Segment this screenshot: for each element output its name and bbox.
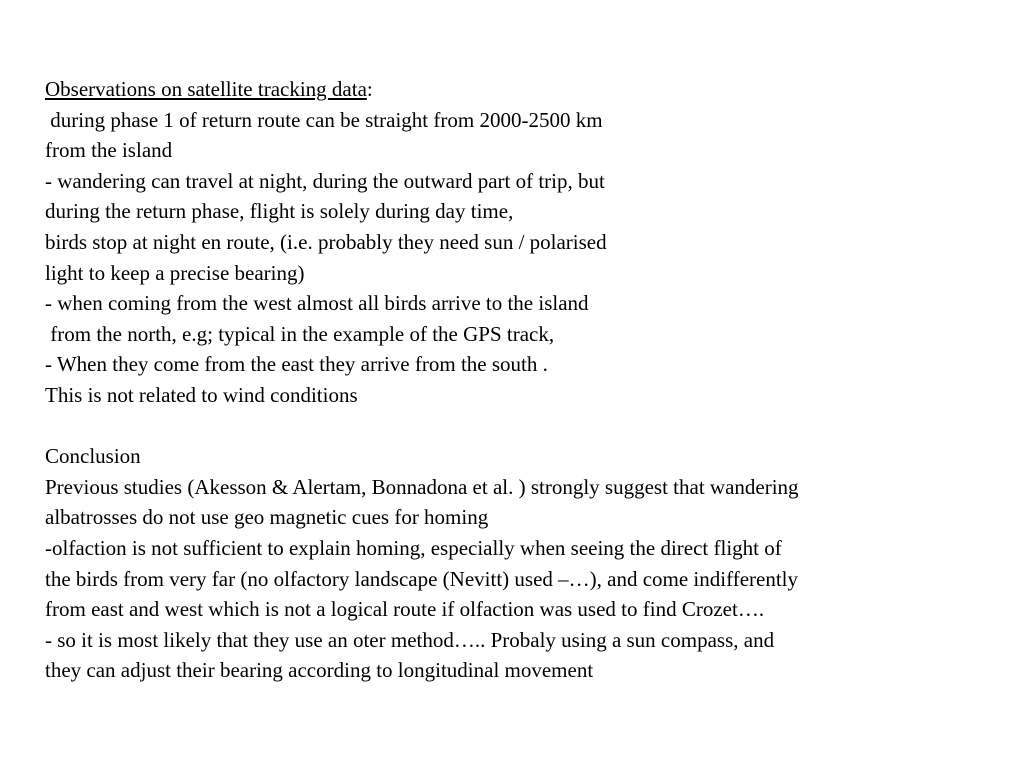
observation-line: during the return phase, flight is solely during day time, bbox=[45, 199, 514, 224]
conclusion-heading: Conclusion bbox=[45, 444, 141, 469]
observation-line: - when coming from the west almost all birds arrive to the island bbox=[45, 291, 589, 316]
observation-line: birds stop at night en route, (i.e. probably they need sun / polarised bbox=[45, 229, 607, 254]
observation-line: from the island bbox=[45, 138, 173, 163]
conclusion-line: from east and west which is not a logical route if olfaction was used to find Crozet…. bbox=[45, 597, 765, 622]
observations-heading-line bbox=[45, 74, 1005, 105]
observation-line: - When they come from the east they arrive from the south . bbox=[45, 352, 548, 377]
conclusion-line: albatrosses do not use geo magnetic cues for homing bbox=[45, 505, 489, 530]
conclusion-line: they can adjust their bearing according to longitudinal movement bbox=[45, 658, 594, 683]
observations-heading: Observations on satellite tracking data bbox=[45, 77, 367, 101]
observation-line: during phase 1 of return route can be straight from 2000-2500 km bbox=[45, 107, 603, 132]
observation-line: - wandering can travel at night, during the outward part of trip, but bbox=[45, 168, 605, 193]
observation-line: from the north, e.g; typical in the example of the GPS track, bbox=[45, 321, 555, 346]
slide-text bbox=[45, 74, 1005, 686]
conclusion-line: the birds from very far (no olfactory landscape (Nevitt) used –…), and come indifferently bbox=[45, 566, 799, 591]
observation-line: light to keep a precise bearing) bbox=[45, 260, 305, 285]
blank-spacer bbox=[45, 411, 1005, 442]
conclusion-line: - so it is most likely that they use an oter method….. Probaly using a sun compass, and bbox=[45, 627, 775, 652]
observations-heading-colon: : bbox=[366, 77, 373, 101]
conclusion-line: Previous studies (Akesson & Alertam, Bonnadona et al. ) strongly suggest that wandering bbox=[45, 474, 799, 499]
observation-line: This is not related to wind conditions bbox=[45, 382, 358, 407]
conclusion-line: -olfaction is not sufficient to explain homing, especially when seeing the direct flight of bbox=[45, 535, 782, 560]
